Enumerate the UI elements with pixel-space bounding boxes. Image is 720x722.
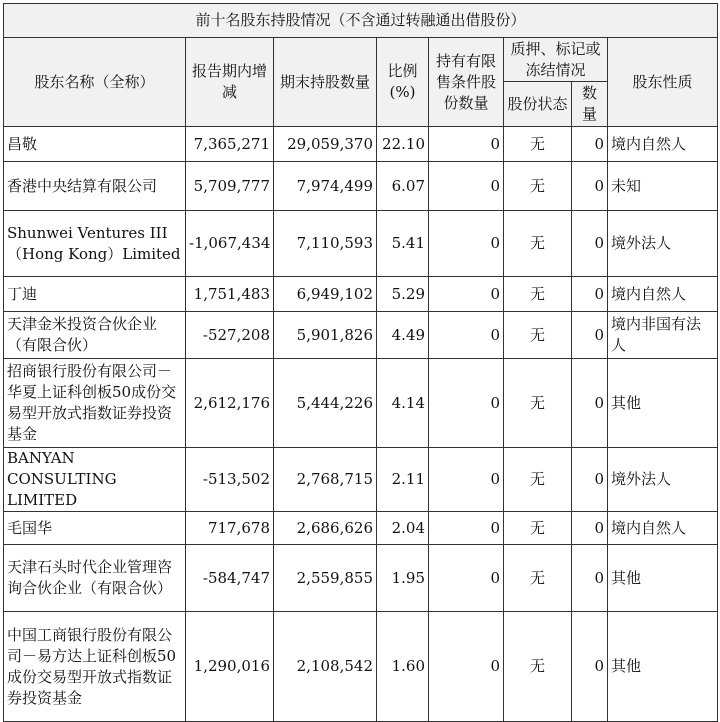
cell-change: 2,612,176 (186, 359, 274, 448)
cell-nature: 未知 (608, 162, 718, 211)
cell-ratio: 5.41 (377, 211, 429, 277)
cell-restricted: 0 (429, 359, 504, 448)
cell-status: 无 (504, 127, 572, 162)
header-pledge-group: 质押、标记或冻结情况 (504, 38, 608, 82)
cell-change: -1,067,434 (186, 211, 274, 277)
cell-pledge-qty: 0 (572, 211, 608, 277)
cell-pledge-qty: 0 (572, 512, 608, 545)
cell-pledge-qty: 0 (572, 277, 608, 312)
header-ratio: 比例(%) (377, 38, 429, 127)
cell-pledge-qty: 0 (572, 359, 608, 448)
cell-pledge-qty: 0 (572, 127, 608, 162)
table-row (4, 448, 718, 512)
cell-name: BANYAN CONSULTING LIMITED (4, 448, 186, 512)
cell-name: 昌敬 (4, 127, 186, 162)
cell-restricted: 0 (429, 211, 504, 277)
cell-end-quantity: 6,949,102 (274, 277, 377, 312)
cell-status: 无 (504, 612, 572, 722)
top-ten-shareholders-table (3, 3, 718, 722)
cell-restricted: 0 (429, 127, 504, 162)
cell-pledge-qty: 0 (572, 545, 608, 612)
table-title: 前十名股东持股情况（不含通过转融通出借股份） (4, 4, 718, 38)
cell-nature: 其他 (608, 612, 718, 722)
cell-status: 无 (504, 448, 572, 512)
cell-nature: 境内非国有法人 (608, 312, 718, 359)
cell-restricted: 0 (429, 612, 504, 722)
cell-pledge-qty: 0 (572, 312, 608, 359)
cell-end-quantity: 2,768,715 (274, 448, 377, 512)
cell-status: 无 (504, 162, 572, 211)
cell-change: 717,678 (186, 512, 274, 545)
cell-restricted: 0 (429, 162, 504, 211)
table-row (4, 359, 718, 448)
cell-change: 7,365,271 (186, 127, 274, 162)
cell-restricted: 0 (429, 448, 504, 512)
cell-ratio: 6.07 (377, 162, 429, 211)
cell-end-quantity: 7,974,499 (274, 162, 377, 211)
cell-name: Shunwei Ventures III（Hong Kong）Limited (4, 211, 186, 277)
cell-name: 天津石头时代企业管理咨询合伙企业（有限合伙） (4, 545, 186, 612)
cell-ratio: 2.11 (377, 448, 429, 512)
header-pledge-quantity: 数量 (572, 82, 608, 127)
table-row (4, 211, 718, 277)
cell-status: 无 (504, 359, 572, 448)
cell-name: 招商银行股份有限公司－华夏上证科创板50成份交易型开放式指数证券投资基金 (4, 359, 186, 448)
cell-change: -513,502 (186, 448, 274, 512)
cell-nature: 境内自然人 (608, 127, 718, 162)
table-row (4, 512, 718, 545)
table-row (4, 312, 718, 359)
cell-change: -527,208 (186, 312, 274, 359)
header-shareholder-name: 股东名称（全称） (4, 38, 186, 127)
cell-change: 1,751,483 (186, 277, 274, 312)
cell-pledge-qty: 0 (572, 448, 608, 512)
table-row (4, 545, 718, 612)
header-shareholder-nature: 股东性质 (608, 38, 718, 127)
header-period-change: 报告期内增减 (186, 38, 274, 127)
cell-nature: 境内自然人 (608, 512, 718, 545)
header-share-status: 股份状态 (504, 82, 572, 127)
cell-change: 1,290,016 (186, 612, 274, 722)
cell-nature: 其他 (608, 359, 718, 448)
cell-status: 无 (504, 512, 572, 545)
cell-ratio: 5.29 (377, 277, 429, 312)
cell-restricted: 0 (429, 512, 504, 545)
cell-ratio: 1.60 (377, 612, 429, 722)
cell-restricted: 0 (429, 545, 504, 612)
cell-end-quantity: 2,108,542 (274, 612, 377, 722)
table-row (4, 162, 718, 211)
cell-nature: 其他 (608, 545, 718, 612)
cell-end-quantity: 2,686,626 (274, 512, 377, 545)
cell-end-quantity: 7,110,593 (274, 211, 377, 277)
cell-status: 无 (504, 545, 572, 612)
cell-status: 无 (504, 312, 572, 359)
cell-name: 中国工商银行股份有限公司－易方达上证科创板50成份交易型开放式指数证券投资基金 (4, 612, 186, 722)
header-end-quantity: 期末持股数量 (274, 38, 377, 127)
cell-nature: 境内自然人 (608, 277, 718, 312)
cell-nature: 境外法人 (608, 448, 718, 512)
cell-ratio: 2.04 (377, 512, 429, 545)
cell-end-quantity: 5,901,826 (274, 312, 377, 359)
cell-pledge-qty: 0 (572, 162, 608, 211)
table-row (4, 127, 718, 162)
cell-restricted: 0 (429, 312, 504, 359)
header-restricted-shares: 持有有限售条件股份数量 (429, 38, 504, 127)
cell-pledge-qty: 0 (572, 612, 608, 722)
table-row (4, 612, 718, 722)
cell-name: 毛国华 (4, 512, 186, 545)
cell-end-quantity: 5,444,226 (274, 359, 377, 448)
cell-name: 香港中央结算有限公司 (4, 162, 186, 211)
cell-name: 天津金米投资合伙企业（有限合伙） (4, 312, 186, 359)
cell-change: 5,709,777 (186, 162, 274, 211)
cell-end-quantity: 2,559,855 (274, 545, 377, 612)
cell-end-quantity: 29,059,370 (274, 127, 377, 162)
cell-status: 无 (504, 277, 572, 312)
cell-ratio: 4.14 (377, 359, 429, 448)
table-row (4, 277, 718, 312)
cell-ratio: 4.49 (377, 312, 429, 359)
cell-status: 无 (504, 211, 572, 277)
cell-ratio: 1.95 (377, 545, 429, 612)
cell-change: -584,747 (186, 545, 274, 612)
cell-restricted: 0 (429, 277, 504, 312)
cell-name: 丁迪 (4, 277, 186, 312)
cell-ratio: 22.10 (377, 127, 429, 162)
cell-nature: 境外法人 (608, 211, 718, 277)
